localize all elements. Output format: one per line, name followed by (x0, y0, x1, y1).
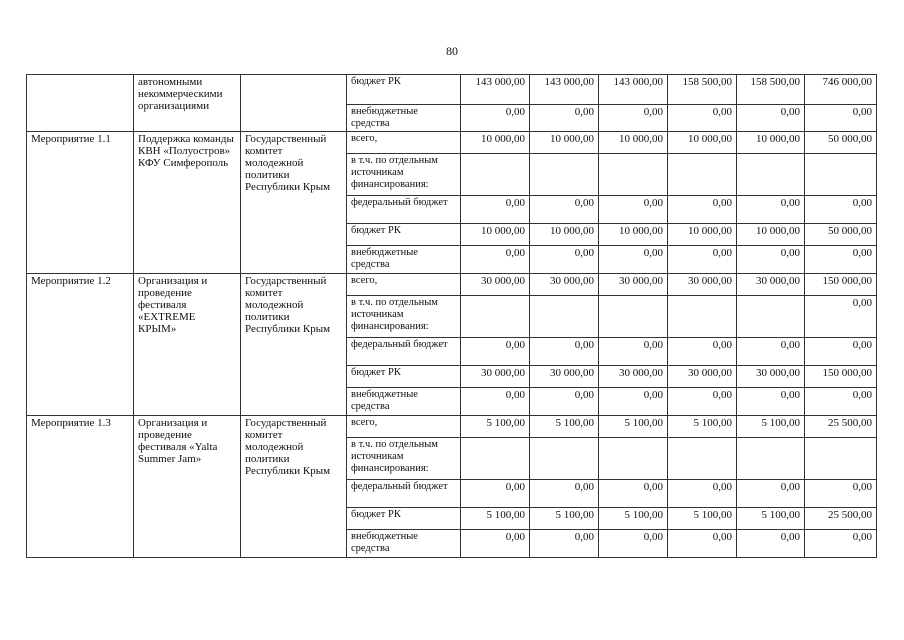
year-amount-cell: 0,00 (461, 105, 530, 132)
executor-cell (241, 75, 347, 132)
year-amount-cell: 158 500,00 (668, 75, 737, 105)
year-amount-cell: 5 100,00 (461, 416, 530, 438)
year-amount-cell: 0,00 (530, 530, 599, 558)
year-amount-cell: 5 100,00 (737, 508, 805, 530)
table-row (27, 132, 877, 154)
year-amount-cell: 0,00 (737, 246, 805, 274)
year-amount-cell: 0,00 (461, 480, 530, 508)
funding-source-cell: всего, (347, 132, 461, 154)
year-amount-cell: 0,00 (530, 105, 599, 132)
year-amount-cell: 0,00 (668, 196, 737, 224)
table-row (27, 274, 877, 296)
year-amount-cell: 10 000,00 (599, 224, 668, 246)
funding-source-cell: бюджет РК (347, 508, 461, 530)
year-amount-cell: 5 100,00 (530, 416, 599, 438)
year-amount-cell: 0,00 (737, 105, 805, 132)
year-amount-cell (599, 296, 668, 338)
year-amount-cell: 10 000,00 (737, 132, 805, 154)
total-amount-cell: 25 500,00 (805, 416, 877, 438)
year-amount-cell: 0,00 (530, 338, 599, 366)
year-amount-cell (599, 154, 668, 196)
year-amount-cell: 0,00 (599, 530, 668, 558)
funding-source-cell: в т.ч. по отдельным источникам финансирования: (347, 154, 461, 196)
total-amount-cell: 50 000,00 (805, 224, 877, 246)
total-amount-cell: 0,00 (805, 388, 877, 416)
measure-name-cell: Организация и проведение фестиваля «EXTREME КРЫМ» (134, 274, 241, 416)
total-amount-cell: 0,00 (805, 338, 877, 366)
year-amount-cell: 5 100,00 (599, 416, 668, 438)
year-amount-cell: 0,00 (461, 196, 530, 224)
year-amount-cell: 0,00 (737, 530, 805, 558)
table-row (27, 416, 877, 438)
year-amount-cell: 0,00 (668, 338, 737, 366)
year-amount-cell: 0,00 (668, 530, 737, 558)
year-amount-cell: 10 000,00 (599, 132, 668, 154)
year-amount-cell: 158 500,00 (737, 75, 805, 105)
year-amount-cell (737, 154, 805, 196)
table-row (27, 75, 877, 105)
funding-source-cell: в т.ч. по отдельным источникам финансирования: (347, 438, 461, 480)
total-amount-cell: 0,00 (805, 530, 877, 558)
year-amount-cell: 30 000,00 (737, 366, 805, 388)
year-amount-cell: 0,00 (599, 480, 668, 508)
year-amount-cell: 143 000,00 (599, 75, 668, 105)
total-amount-cell: 50 000,00 (805, 132, 877, 154)
funding-source-cell: всего, (347, 416, 461, 438)
funding-source-cell: бюджет РК (347, 75, 461, 105)
page-number: 80 (446, 44, 458, 58)
funding-source-cell: внебюджетные средства (347, 246, 461, 274)
year-amount-cell: 0,00 (530, 480, 599, 508)
year-amount-cell: 0,00 (530, 196, 599, 224)
year-amount-cell: 30 000,00 (737, 274, 805, 296)
year-amount-cell: 10 000,00 (737, 224, 805, 246)
year-amount-cell (737, 296, 805, 338)
funding-source-cell: бюджет РК (347, 366, 461, 388)
measure-name-cell: Организация и проведение фестиваля «Yalta Summer Jam» (134, 416, 241, 558)
year-amount-cell: 5 100,00 (461, 508, 530, 530)
measure-cell: Мероприятие 1.3 (27, 416, 134, 558)
year-amount-cell: 0,00 (461, 338, 530, 366)
year-amount-cell: 10 000,00 (668, 132, 737, 154)
year-amount-cell: 0,00 (461, 530, 530, 558)
year-amount-cell: 30 000,00 (599, 274, 668, 296)
year-amount-cell: 5 100,00 (530, 508, 599, 530)
year-amount-cell: 0,00 (668, 105, 737, 132)
year-amount-cell: 0,00 (668, 480, 737, 508)
year-amount-cell: 0,00 (530, 388, 599, 416)
measure-cell: Мероприятие 1.1 (27, 132, 134, 274)
year-amount-cell: 0,00 (530, 246, 599, 274)
year-amount-cell: 5 100,00 (737, 416, 805, 438)
year-amount-cell: 0,00 (461, 246, 530, 274)
total-amount-cell (805, 438, 877, 480)
year-amount-cell (668, 296, 737, 338)
year-amount-cell: 0,00 (737, 388, 805, 416)
total-amount-cell: 150 000,00 (805, 274, 877, 296)
year-amount-cell: 143 000,00 (461, 75, 530, 105)
year-amount-cell: 0,00 (461, 388, 530, 416)
funding-source-cell: внебюджетные средства (347, 388, 461, 416)
measure-name-cell: автономными некоммерческими организациями (134, 75, 241, 132)
total-amount-cell: 0,00 (805, 480, 877, 508)
year-amount-cell: 10 000,00 (461, 224, 530, 246)
total-amount-cell: 25 500,00 (805, 508, 877, 530)
year-amount-cell (461, 438, 530, 480)
measure-cell: Мероприятие 1.2 (27, 274, 134, 416)
total-amount-cell: 0,00 (805, 296, 877, 338)
year-amount-cell: 143 000,00 (530, 75, 599, 105)
year-amount-cell (461, 296, 530, 338)
total-amount-cell: 150 000,00 (805, 366, 877, 388)
year-amount-cell: 30 000,00 (668, 366, 737, 388)
funding-source-cell: всего, (347, 274, 461, 296)
total-amount-cell: 0,00 (805, 105, 877, 132)
year-amount-cell: 0,00 (737, 196, 805, 224)
funding-source-cell: в т.ч. по отдельным источникам финансирования: (347, 296, 461, 338)
year-amount-cell: 10 000,00 (461, 132, 530, 154)
year-amount-cell: 30 000,00 (530, 366, 599, 388)
executor-cell: Государственный комитет молодежной политики Республики Крым (241, 132, 347, 274)
year-amount-cell: 5 100,00 (668, 508, 737, 530)
total-amount-cell: 0,00 (805, 196, 877, 224)
total-amount-cell: 0,00 (805, 246, 877, 274)
year-amount-cell: 0,00 (599, 246, 668, 274)
year-amount-cell: 30 000,00 (599, 366, 668, 388)
year-amount-cell: 5 100,00 (599, 508, 668, 530)
year-amount-cell: 10 000,00 (530, 224, 599, 246)
year-amount-cell: 30 000,00 (668, 274, 737, 296)
year-amount-cell (668, 438, 737, 480)
year-amount-cell: 0,00 (737, 480, 805, 508)
year-amount-cell: 0,00 (737, 338, 805, 366)
year-amount-cell: 30 000,00 (461, 274, 530, 296)
funding-table (26, 74, 877, 558)
year-amount-cell (530, 296, 599, 338)
year-amount-cell: 0,00 (599, 196, 668, 224)
total-amount-cell: 746 000,00 (805, 75, 877, 105)
year-amount-cell: 5 100,00 (668, 416, 737, 438)
year-amount-cell (668, 154, 737, 196)
year-amount-cell: 0,00 (668, 246, 737, 274)
executor-cell: Государственный комитет молодежной политики Республики Крым (241, 416, 347, 558)
year-amount-cell: 0,00 (668, 388, 737, 416)
funding-source-cell: федеральный бюджет (347, 480, 461, 508)
year-amount-cell: 30 000,00 (461, 366, 530, 388)
executor-cell: Государственный комитет молодежной политики Республики Крым (241, 274, 347, 416)
year-amount-cell: 30 000,00 (530, 274, 599, 296)
year-amount-cell: 10 000,00 (668, 224, 737, 246)
year-amount-cell (530, 154, 599, 196)
year-amount-cell (737, 438, 805, 480)
year-amount-cell (461, 154, 530, 196)
funding-source-cell: федеральный бюджет (347, 196, 461, 224)
funding-source-cell: бюджет РК (347, 224, 461, 246)
measure-name-cell: Поддержка команды КВН «Полуостров» КФУ Симферополь (134, 132, 241, 274)
year-amount-cell (530, 438, 599, 480)
measure-cell (27, 75, 134, 132)
funding-source-cell: внебюджетные средства (347, 105, 461, 132)
year-amount-cell: 10 000,00 (530, 132, 599, 154)
year-amount-cell: 0,00 (599, 388, 668, 416)
total-amount-cell (805, 154, 877, 196)
year-amount-cell (599, 438, 668, 480)
year-amount-cell: 0,00 (599, 338, 668, 366)
year-amount-cell: 0,00 (599, 105, 668, 132)
funding-source-cell: федеральный бюджет (347, 338, 461, 366)
funding-source-cell: внебюджетные средства (347, 530, 461, 558)
